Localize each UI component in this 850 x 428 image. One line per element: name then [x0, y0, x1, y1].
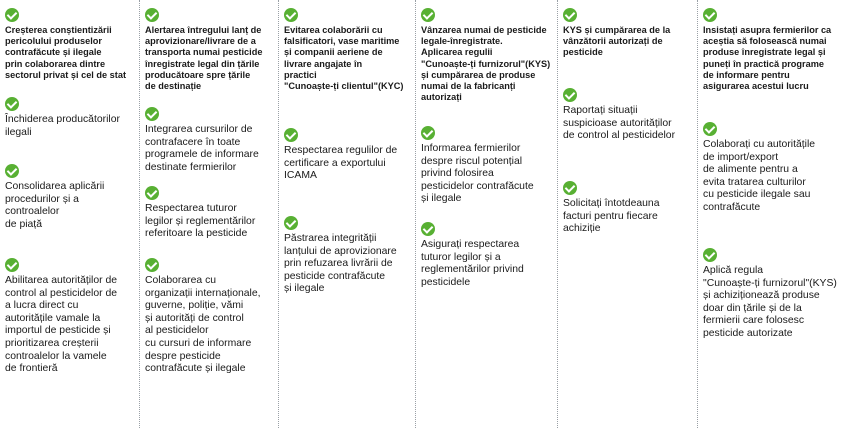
item-text: Colaborarea cu organizații internaționale, guverne, poliție, vămi și autorități de control al pesticidelor cu cursuri de informare despre pesticide contrafăcute și ilegale: [145, 275, 261, 375]
column-2-item-3: [145, 258, 275, 376]
checkmark-icon: [563, 181, 577, 195]
checkmark-icon: [563, 88, 577, 102]
column-1-item-2: [5, 164, 136, 231]
item-text: Închiderea producătorilor ilegali: [5, 114, 120, 138]
checkmark-icon: [421, 126, 435, 140]
checkmark-icon: [703, 8, 717, 22]
column-4-heading-block: [421, 8, 554, 103]
column-3-item-2: [284, 216, 412, 296]
item-text: Informarea fermierilor despre riscul potențial privind folosirea pesticidelor contrafăcute și ilegale: [421, 143, 534, 205]
column-2-item-1: [145, 107, 275, 174]
item-text: Respectarea tuturor legilor și reglementărilor referitoare la pesticide: [145, 203, 256, 240]
column-6: [698, 0, 850, 428]
checkmark-icon: [421, 8, 435, 22]
checkmark-icon: [5, 164, 19, 178]
item-text: Colaborați cu autoritățile de import/export de alimente pentru a evita tratarea culturilor cu pesticide ilegale sau contrafăcute: [703, 139, 816, 213]
checkmark-icon: [284, 8, 298, 22]
column-1-item-3: [5, 258, 136, 376]
checkmark-icon: [284, 128, 298, 142]
column-1-heading: Creșterea conștientizării pericolului produselor contrafăcute și ilegale prin colaborarea dintre sectorul privat și cel de stat: [5, 25, 127, 80]
checkmark-icon: [145, 186, 159, 200]
checkmark-icon: [703, 122, 717, 136]
checkmark-icon: [421, 222, 435, 236]
item-text: Asigurați respectarea tuturor legilor și a reglementărilor privind pesticidele: [421, 239, 524, 288]
column-2: [140, 0, 279, 428]
column-4: [416, 0, 558, 428]
column-6-heading: Insistați asupra fermierilor ca aceștia să folosească numai produse înregistrate legal și puneți în practică programe de informare pentru asigurarea acestui lucru: [703, 25, 832, 92]
checkmark-icon: [703, 248, 717, 262]
column-5-heading: KYS și cumpărarea de la vânzătorii autorizați de pesticide: [563, 25, 671, 58]
column-6-item-1: [703, 122, 847, 215]
column-3: [279, 0, 416, 428]
item-text: Consolidarea aplicării procedurilor și a controalelor de piață: [5, 181, 105, 230]
column-4-item-2: [421, 222, 554, 289]
item-text: Păstrarea integrității lanțului de aprovizionare prin refuzarea livrării de pesticide contrafăcute și ilegale: [284, 233, 397, 295]
column-5-item-2: [563, 181, 694, 236]
column-5-item-1: [563, 88, 694, 143]
checkmark-icon: [145, 258, 159, 272]
column-6-item-2: [703, 248, 847, 341]
item-text: Raportați situații suspicioase autorităților de control al pesticidelor: [563, 105, 676, 142]
checkmark-icon: [5, 97, 19, 111]
column-3-heading-block: [284, 8, 412, 92]
item-text: Respectarea regulilor de certificare a exportului ICAMA: [284, 145, 398, 182]
checkmark-icon: [563, 8, 577, 22]
column-3-heading: Evitarea colaborării cu falsificatori, vase maritime și companii aeriene de livrare angajate în practici "Cunoaște-ți clientul"(KYC): [284, 25, 404, 92]
column-2-item-2: [145, 186, 275, 241]
checkmark-icon: [145, 107, 159, 121]
item-text: Abilitarea autorităților de control al pesticidelor de a lucra direct cu autoritățile vamale la importul de pesticide și prioritizarea creșterii controalelor la vamele de frontieră: [5, 275, 118, 375]
checkmark-icon: [284, 216, 298, 230]
column-5: [558, 0, 698, 428]
checkmark-icon: [5, 258, 19, 272]
checkmark-icon: [145, 8, 159, 22]
column-6-heading-block: [703, 8, 847, 92]
column-1: [0, 0, 140, 428]
column-1-item-1: [5, 97, 136, 139]
item-text: Aplică regula "Cunoaște-ți furnizorul"(KYS) și achiziționează produse doar din țările și de la fermierii care folosesc pesticide autorizate: [703, 265, 837, 339]
checkmark-icon: [5, 8, 19, 22]
column-1-heading-block: [5, 8, 136, 81]
column-5-heading-block: [563, 8, 694, 59]
column-2-heading: Alertarea întregului lanț de aprovizionare/livrare de a transporta numai pesticide înregistrate legal din țările producătoare spre țările de destinație: [145, 25, 263, 92]
item-text: Solicitați întotdeauna facturi pentru fiecare achiziție: [563, 198, 660, 235]
column-4-item-1: [421, 126, 554, 206]
item-text: Integrarea cursurilor de contrafacere în toate programele de informare destinate fermierilor: [145, 124, 259, 173]
column-4-heading: Vânzarea numai de pesticide legale-înregistrate. Aplicarea regulii "Cunoaște-ți furnizorul"(KYS) și cumpărarea de produse numai de la fabricanți autorizați: [421, 25, 551, 103]
column-3-item-1: [284, 128, 412, 183]
column-2-heading-block: [145, 8, 275, 92]
